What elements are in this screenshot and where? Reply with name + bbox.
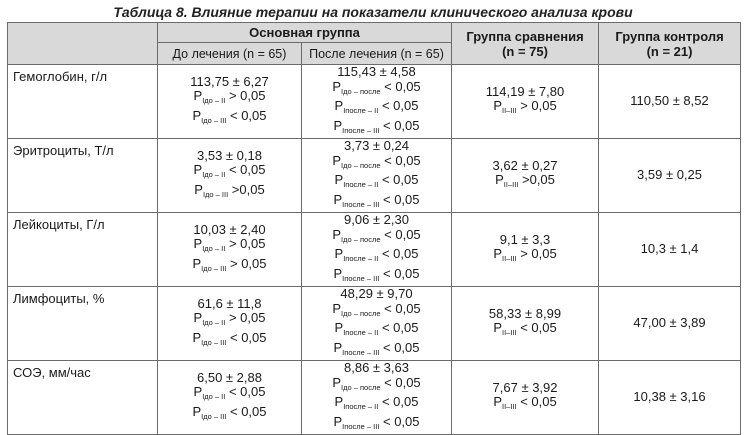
p-comparison: > 0,05 xyxy=(225,88,266,104)
after-p-value xyxy=(302,80,451,100)
p-comparison: > 0,05 xyxy=(516,98,557,113)
p-comparison: < 0,05 xyxy=(225,162,266,178)
comparison-p-value xyxy=(452,173,598,193)
p-comparison: < 0,05 xyxy=(378,320,419,335)
after-p-value xyxy=(302,376,451,396)
before-p-value xyxy=(158,163,301,183)
before-p-value xyxy=(158,385,301,405)
p-comparison: < 0,05 xyxy=(378,98,419,113)
p-symbol: P xyxy=(193,310,203,326)
p-comparison: < 0,05 xyxy=(380,152,421,168)
parameter-name: Эритроциты, Т/л xyxy=(8,139,158,213)
after-p-value xyxy=(302,321,451,341)
p-comparison: < 0,05 xyxy=(378,394,419,409)
p-comparison: < 0,05 xyxy=(379,117,420,133)
after-p-value xyxy=(302,341,451,361)
p-comparison: < 0,05 xyxy=(380,78,421,94)
p-symbol: P xyxy=(332,226,342,242)
p-subscript: Iпосле – III xyxy=(342,199,380,209)
p-symbol: P xyxy=(192,329,202,345)
p-comparison: >0,05 xyxy=(518,172,555,187)
p-comparison: < 0,05 xyxy=(380,300,421,316)
after-p-value xyxy=(302,415,451,435)
p-subscript: Iдо – II xyxy=(202,244,226,254)
p-symbol: P xyxy=(192,255,202,271)
before-p-value xyxy=(158,311,301,331)
p-symbol: P xyxy=(193,88,203,104)
p-comparison: < 0,05 xyxy=(226,329,267,345)
after-value: 48,29 ± 9,70 xyxy=(340,286,413,301)
header-after-treatment: После лечения (n = 65) xyxy=(302,43,452,65)
after-p-value xyxy=(302,228,451,248)
p-subscript: Iдо – после xyxy=(341,308,381,318)
p-comparison: < 0,05 xyxy=(380,374,421,390)
control-value: 3,59 ± 0,25 xyxy=(637,167,702,183)
p-comparison: < 0,05 xyxy=(379,413,420,429)
table-caption: Таблица 8. Влияние терапии на показатели клинического анализа крови xyxy=(113,4,633,20)
before-p-value xyxy=(158,405,301,425)
control-group-cell xyxy=(599,361,741,435)
control-group-cell xyxy=(599,213,741,287)
before-value: 10,03 ± 2,40 xyxy=(193,221,266,237)
before-value: 3,53 ± 0,18 xyxy=(197,147,262,163)
p-subscript: Iдо – III xyxy=(202,189,229,199)
p-symbol: P xyxy=(192,107,202,123)
after-p-value xyxy=(302,267,451,287)
p-symbol: P xyxy=(332,78,342,94)
after-treatment-cell xyxy=(302,139,452,213)
p-subscript: Iдо – после xyxy=(341,234,381,244)
p-comparison: < 0,05 xyxy=(379,191,420,207)
after-treatment-cell xyxy=(302,65,452,139)
after-treatment-cell xyxy=(302,287,452,361)
before-treatment-cell xyxy=(158,213,302,287)
comparison-value: 58,33 ± 8,99 xyxy=(488,305,562,321)
p-symbol: P xyxy=(334,394,344,409)
p-symbol: P xyxy=(192,403,202,419)
p-comparison: < 0,05 xyxy=(379,339,420,355)
control-value: 47,00 ± 3,89 xyxy=(633,315,706,331)
before-p-value xyxy=(158,257,301,277)
after-treatment-cell xyxy=(302,361,452,435)
p-symbol: P xyxy=(333,265,343,281)
comparison-group-cell xyxy=(452,287,599,361)
p-symbol: P xyxy=(194,181,203,197)
p-subscript: Iпосле – II xyxy=(343,402,379,411)
p-symbol: P xyxy=(493,394,502,409)
p-symbol: P xyxy=(493,98,502,113)
table-row xyxy=(8,213,741,287)
header-empty xyxy=(8,23,158,65)
p-symbol: P xyxy=(193,384,203,400)
p-symbol: P xyxy=(333,339,343,355)
parameter-name: Лейкоциты, Г/л xyxy=(8,213,158,287)
before-p-value xyxy=(158,237,301,257)
p-symbol: P xyxy=(334,98,344,113)
p-subscript: Iдо – II xyxy=(202,392,226,402)
comparison-p-value xyxy=(452,321,598,341)
p-comparison: < 0,05 xyxy=(516,320,557,335)
p-subscript: Iдо – II xyxy=(202,170,226,180)
after-value: 9,06 ± 2,30 xyxy=(344,212,409,227)
comparison-value: 7,67 ± 3,92 xyxy=(492,379,558,395)
after-p-value xyxy=(302,193,451,213)
p-comparison: < 0,05 xyxy=(226,107,267,123)
after-value: 115,43 ± 4,58 xyxy=(337,64,416,79)
p-comparison: > 0,05 xyxy=(225,310,266,326)
parameter-name: Лимфоциты, % xyxy=(8,287,158,361)
before-p-value xyxy=(158,183,301,203)
table-row xyxy=(8,139,741,213)
p-subscript: Iпосле – III xyxy=(342,421,380,431)
p-symbol: P xyxy=(495,172,504,187)
p-comparison: >0,05 xyxy=(228,181,265,197)
parameter-name: Гемоглобин, г/л xyxy=(8,65,158,139)
p-symbol: P xyxy=(332,374,342,390)
p-subscript: II–III xyxy=(503,180,519,189)
control-group-cell xyxy=(599,139,741,213)
p-subscript: Iпосле – III xyxy=(342,273,380,283)
comparison-group-cell xyxy=(452,213,599,287)
p-symbol: P xyxy=(334,320,344,335)
control-value: 10,3 ± 1,4 xyxy=(640,241,699,257)
comparison-group-cell xyxy=(452,361,599,435)
control-group-cell xyxy=(599,287,741,361)
p-symbol: P xyxy=(333,413,343,429)
after-value: 3,73 ± 0,24 xyxy=(344,138,409,153)
p-symbol: P xyxy=(193,162,203,178)
table-row xyxy=(8,361,741,435)
p-symbol: P xyxy=(493,320,502,335)
p-comparison: < 0,05 xyxy=(226,403,267,419)
comparison-value: 114,19 ± 7,80 xyxy=(485,83,565,99)
p-comparison: < 0,05 xyxy=(516,394,557,409)
p-comparison: > 0,05 xyxy=(225,236,266,252)
p-subscript: Iдо – II xyxy=(202,96,226,106)
after-p-value xyxy=(302,119,451,139)
p-subscript: Iпосле – II xyxy=(343,106,379,115)
p-comparison: < 0,05 xyxy=(378,246,419,261)
p-symbol: P xyxy=(334,246,344,261)
header-comparison-group xyxy=(452,23,599,65)
p-subscript: Iпосле – II xyxy=(343,254,379,263)
before-p-value xyxy=(158,331,301,351)
before-treatment-cell xyxy=(158,65,302,139)
p-symbol: P xyxy=(333,117,343,133)
p-symbol: P xyxy=(193,236,203,252)
p-symbol: P xyxy=(493,246,502,261)
after-p-value xyxy=(302,154,451,174)
after-p-value xyxy=(302,247,451,267)
after-value: 8,86 ± 3,63 xyxy=(344,360,409,375)
p-subscript: Iдо – III xyxy=(201,337,227,347)
p-subscript: II–III xyxy=(501,254,517,263)
p-subscript: Iдо – III xyxy=(201,115,227,125)
p-subscript: Iпосле – III xyxy=(342,347,380,357)
p-subscript: Iдо – после xyxy=(341,382,381,392)
p-symbol: P xyxy=(333,191,343,207)
p-subscript: Iдо – III xyxy=(201,263,227,273)
before-value: 113,75 ± 6,27 xyxy=(190,73,269,89)
after-treatment-cell xyxy=(302,213,452,287)
before-value: 61,6 ± 11,8 xyxy=(197,295,262,311)
p-symbol: P xyxy=(332,300,342,316)
comparison-p-value xyxy=(452,99,598,119)
before-value: 6,50 ± 2,88 xyxy=(197,369,262,385)
p-comparison: < 0,05 xyxy=(225,384,266,400)
p-subscript: Iпосле – II xyxy=(343,180,379,189)
p-comparison: > 0,05 xyxy=(516,246,557,261)
header-control-text: Группа контроля (n = 21) xyxy=(615,28,724,59)
after-p-value xyxy=(302,302,451,322)
p-subscript: Iдо – III xyxy=(201,411,227,421)
comparison-p-value xyxy=(452,395,598,415)
comparison-group-cell xyxy=(452,139,599,213)
control-value: 110,50 ± 8,52 xyxy=(630,93,709,109)
comparison-value: 9,1 ± 3,3 xyxy=(499,231,551,247)
header-main-group: Основная группа xyxy=(158,23,452,43)
p-comparison: < 0,05 xyxy=(380,226,421,242)
header-comparison-text: Группа сравнения (n = 75) xyxy=(466,28,584,59)
before-p-value xyxy=(158,109,301,129)
p-comparison: < 0,05 xyxy=(378,172,419,187)
before-treatment-cell xyxy=(158,139,302,213)
p-subscript: Iпосле – II xyxy=(343,328,379,337)
before-treatment-cell xyxy=(158,287,302,361)
after-p-value xyxy=(302,99,451,119)
comparison-p-value xyxy=(452,247,598,267)
after-p-value xyxy=(302,173,451,193)
p-comparison: > 0,05 xyxy=(226,255,267,271)
comparison-group-cell xyxy=(452,65,599,139)
header-control-group xyxy=(599,23,741,65)
p-subscript: Iдо – II xyxy=(202,318,226,328)
p-subscript: II–III xyxy=(501,402,517,411)
p-subscript: II–III xyxy=(501,328,517,337)
table-row xyxy=(8,65,741,139)
before-p-value xyxy=(158,89,301,109)
header-before-treatment: До лечения (n = 65) xyxy=(158,43,302,65)
p-subscript: Iдо – после xyxy=(341,160,381,170)
parameter-name: СОЭ, мм/час xyxy=(8,361,158,435)
p-symbol: P xyxy=(332,152,342,168)
p-subscript: Iдо – после xyxy=(341,86,381,96)
control-group-cell xyxy=(599,65,741,139)
control-value: 10,38 ± 3,16 xyxy=(633,389,706,405)
blood-analysis-table xyxy=(7,22,741,435)
p-subscript: Iпосле – III xyxy=(342,125,380,135)
p-subscript: II–III xyxy=(501,106,517,115)
before-treatment-cell xyxy=(158,361,302,435)
p-symbol: P xyxy=(334,172,344,187)
p-comparison: < 0,05 xyxy=(379,265,420,281)
comparison-value: 3,62 ± 0,27 xyxy=(492,157,558,173)
after-p-value xyxy=(302,395,451,415)
table-row xyxy=(8,287,741,361)
table-body xyxy=(8,65,741,435)
